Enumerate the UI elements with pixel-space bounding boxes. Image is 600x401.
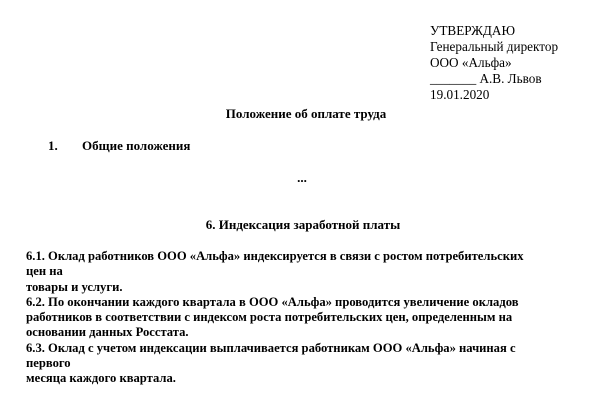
body-line: товары и услуги.	[26, 279, 123, 294]
body-line: месяца каждого квартала.	[26, 371, 176, 386]
approval-heading: УТВЕРЖДАЮ	[430, 23, 516, 38]
body-line: первого	[26, 356, 71, 371]
section-6-body	[26, 249, 591, 387]
section-1-heading	[48, 138, 190, 154]
approver-signature-line: _______ А.В. Львов	[430, 71, 542, 86]
approver-company: ООО «Альфа»	[430, 55, 512, 70]
approval-date: 19.01.2020	[430, 87, 490, 102]
body-line: 6.1. Оклад работников ООО «Альфа» индексируется в связи с ростом потребительских	[26, 249, 524, 263]
body-line: цен на	[26, 264, 63, 279]
omitted-content-ellipsis: ...	[297, 170, 307, 185]
body-line: работников в соответствии с индексом роста потребительских цен, определенным на	[26, 310, 513, 325]
body-line: 6.2. По окончании каждого квартала в ООО «Альфа» проводится увеличение окладов	[26, 294, 519, 309]
section-1-title: Общие положения	[82, 138, 191, 153]
document-title: Положение об оплате труда	[225, 106, 387, 121]
body-line: 6.3. Оклад с учетом индексации выплачивается работникам ООО «Альфа» начиная с	[26, 340, 516, 355]
section-6-heading: 6. Индексация заработной платы	[205, 217, 401, 232]
body-line: основании данных Росстата.	[26, 325, 189, 340]
approval-block	[430, 23, 558, 103]
approver-position: Генеральный директор	[430, 39, 559, 54]
section-1-number: 1.	[48, 138, 58, 153]
